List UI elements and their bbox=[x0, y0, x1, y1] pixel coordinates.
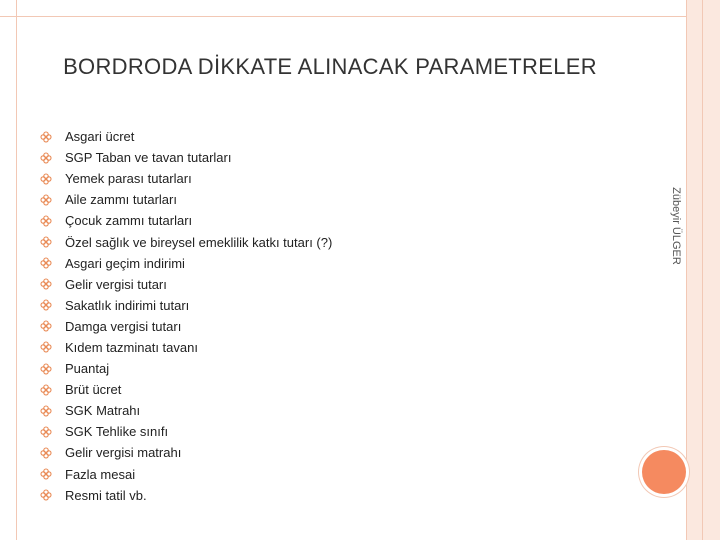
flower-bullet-icon bbox=[40, 426, 52, 438]
list-item-label: Damga vergisi tutarı bbox=[65, 318, 182, 334]
flower-bullet-icon bbox=[40, 489, 52, 501]
flower-bullet-icon bbox=[40, 405, 52, 417]
flower-bullet-icon bbox=[40, 152, 52, 164]
list-item-label: Asgari geçim indirimi bbox=[65, 255, 185, 271]
flower-bullet-icon bbox=[40, 320, 52, 332]
list-item-label: Gelir vergisi matrahı bbox=[65, 445, 182, 461]
author-label: Zübeyir ÜLGER bbox=[670, 187, 682, 265]
list-item bbox=[40, 442, 332, 463]
list-item bbox=[40, 253, 332, 274]
list-item bbox=[40, 400, 332, 421]
bullet-list bbox=[40, 126, 332, 506]
decorative-circle bbox=[642, 450, 686, 494]
frame-right-line bbox=[702, 0, 703, 540]
list-item-label: SGK Tehlike sınıfı bbox=[65, 424, 169, 440]
list-item bbox=[40, 464, 332, 485]
list-item-label: Fazla mesai bbox=[65, 466, 136, 482]
flower-bullet-icon bbox=[40, 131, 52, 143]
list-item bbox=[40, 358, 332, 379]
frame-left-border bbox=[16, 0, 17, 540]
list-item bbox=[40, 421, 332, 442]
list-item-label: Yemek parası tutarları bbox=[65, 171, 192, 187]
flower-bullet-icon bbox=[40, 341, 52, 353]
list-item-label: SGP Taban ve tavan tutarları bbox=[65, 150, 232, 166]
list-item-label: Gelir vergisi tutarı bbox=[65, 276, 167, 292]
list-item bbox=[40, 295, 332, 316]
flower-bullet-icon bbox=[40, 363, 52, 375]
list-item-label: Asgari ücret bbox=[65, 129, 135, 145]
list-item-label: Brüt ücret bbox=[65, 382, 122, 398]
list-item-label: Sakatlık indirimi tutarı bbox=[65, 297, 190, 313]
list-item-label: Özel sağlık ve bireysel emeklilik katkı tutarı (?) bbox=[65, 234, 333, 250]
list-item-label: Çocuk zammı tutarları bbox=[65, 213, 193, 229]
flower-bullet-icon bbox=[40, 236, 52, 248]
list-item bbox=[40, 210, 332, 231]
list-item-label: Aile zammı tutarları bbox=[65, 192, 177, 208]
list-item-label: Puantaj bbox=[65, 361, 110, 377]
flower-bullet-icon bbox=[40, 299, 52, 311]
list-item-label: Kıdem tazminatı tavanı bbox=[65, 339, 198, 355]
flower-bullet-icon bbox=[40, 257, 52, 269]
list-item-label: Resmi tatil vb. bbox=[65, 487, 147, 503]
slide-title: BORDRODA DİKKATE ALINACAK PARAMETRELER bbox=[63, 54, 597, 79]
flower-bullet-icon bbox=[40, 215, 52, 227]
list-item bbox=[40, 316, 332, 337]
frame-right-band bbox=[686, 0, 720, 540]
flower-bullet-icon bbox=[40, 173, 52, 185]
frame-top-border bbox=[0, 0, 720, 17]
flower-bullet-icon bbox=[40, 447, 52, 459]
list-item bbox=[40, 379, 332, 400]
list-item bbox=[40, 168, 332, 189]
list-item bbox=[40, 231, 332, 252]
flower-bullet-icon bbox=[40, 384, 52, 396]
flower-bullet-icon bbox=[40, 194, 52, 206]
list-item bbox=[40, 485, 332, 506]
list-item bbox=[40, 337, 332, 358]
list-item bbox=[40, 126, 332, 147]
flower-bullet-icon bbox=[40, 278, 52, 290]
list-item-label: SGK Matrahı bbox=[65, 403, 141, 419]
list-item bbox=[40, 147, 332, 168]
list-item bbox=[40, 189, 332, 210]
list-item bbox=[40, 274, 332, 295]
flower-bullet-icon bbox=[40, 468, 52, 480]
